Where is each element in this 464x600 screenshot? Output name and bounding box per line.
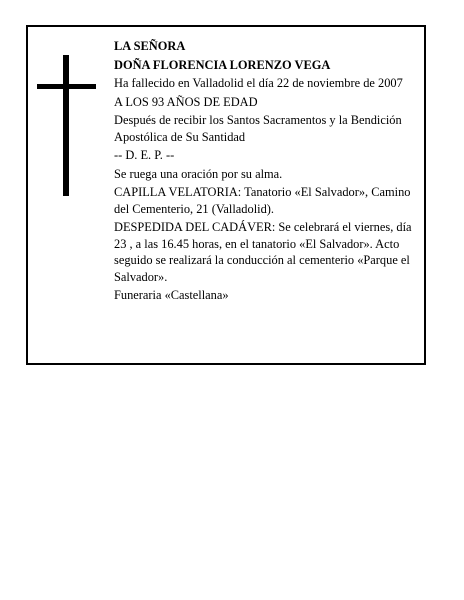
cross-horizontal-bar <box>37 84 96 89</box>
sacraments-line: Después de recibir los Santos Sacramentos y la Bendición Apostólica de Su Santidad <box>114 113 402 144</box>
chapel-info: CAPILLA VELATORIA: Tanatorio «El Salvador», Camino del Cementerio, 21 (Valladolid). <box>114 185 411 216</box>
deceased-name: DOÑA FLORENCIA LORENZO VEGA <box>114 57 331 72</box>
prayer-request: Se ruega una oración por su alma. <box>114 166 283 181</box>
title-line: LA SEÑORA <box>114 39 186 53</box>
obituary-text-block <box>114 38 414 306</box>
death-announcement: Ha fallecido en Valladolid el día 22 de noviembre de 2007 <box>114 76 403 90</box>
cross-vertical-bar <box>63 55 69 196</box>
funeral-home: Funeraria «Castellana» <box>114 288 229 302</box>
age-line: A LOS 93 AÑOS DE EDAD <box>114 94 258 109</box>
farewell-info: DESPEDIDA DEL CADÁVER: Se celebrará el viernes, día 23 , a las 16.45 horas, en el tanatorio «El Salvador». Acto seguido se realizará la conducción al cementerio «Parque el Salvador». <box>114 220 412 284</box>
rip-line: -- D. E. P. -- <box>114 148 175 162</box>
